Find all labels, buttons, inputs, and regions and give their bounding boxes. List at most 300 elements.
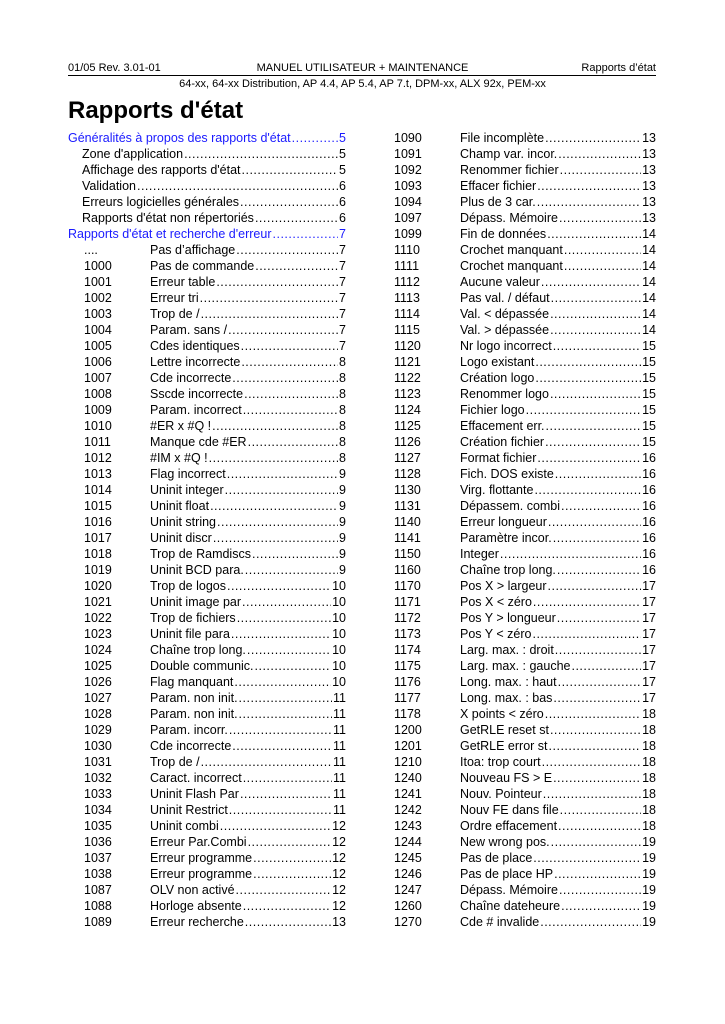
status-code: 1003 xyxy=(84,307,112,321)
status-code-entry[interactable] xyxy=(394,786,656,802)
leader-dots xyxy=(564,242,641,258)
status-label: Aucune valeur xyxy=(460,275,540,289)
status-label: Pos X < zéro xyxy=(460,595,532,609)
status-label: File incomplète xyxy=(460,131,545,145)
status-code-entry[interactable] xyxy=(68,882,346,898)
status-code: 1111 xyxy=(394,259,420,273)
status-page: 10 xyxy=(332,675,346,689)
toc-entry[interactable] xyxy=(68,162,346,178)
status-label: Nouv FE dans file xyxy=(460,803,559,817)
status-code-entry[interactable] xyxy=(394,514,656,530)
leader-dots xyxy=(243,402,338,418)
status-label: Uninit float xyxy=(150,499,210,513)
leader-dots xyxy=(558,674,642,690)
leader-dots xyxy=(545,434,641,450)
status-code-entry[interactable] xyxy=(394,498,656,514)
status-code: 1130 xyxy=(394,483,421,497)
status-code-entry[interactable] xyxy=(394,802,656,818)
status-code-entry[interactable] xyxy=(68,498,346,514)
status-code-entry[interactable] xyxy=(394,482,656,498)
status-label: Erreur programme xyxy=(150,851,253,865)
status-label: #IM x #Q ! xyxy=(150,451,208,465)
status-label: Manque cde #ER xyxy=(150,435,247,449)
status-page: 17 xyxy=(642,691,656,705)
status-code: 1110 xyxy=(394,243,420,257)
status-code-entry[interactable] xyxy=(394,322,656,338)
status-code-entry[interactable] xyxy=(68,914,346,930)
status-page: 16 xyxy=(642,547,656,561)
status-page: 13 xyxy=(642,147,656,161)
leader-dots xyxy=(201,754,332,770)
status-label: Effacer fichier xyxy=(460,179,537,193)
status-page: 11 xyxy=(333,787,346,801)
status-page: 11 xyxy=(333,691,346,705)
status-page: 7 xyxy=(339,275,346,289)
status-label: Format fichier xyxy=(460,451,537,465)
toc-entry[interactable] xyxy=(68,226,346,242)
leader-dots xyxy=(550,386,641,402)
header-section: Rapports d’état xyxy=(581,62,656,74)
status-label: #ER x #Q ! xyxy=(150,419,212,433)
status-label: Uninit combi xyxy=(150,819,219,833)
status-code-entry[interactable] xyxy=(394,402,656,418)
status-code: 1092 xyxy=(394,163,422,177)
status-code-entry[interactable] xyxy=(394,146,656,162)
status-page: 14 xyxy=(642,323,656,337)
status-page: 12 xyxy=(332,883,346,897)
status-code-entry[interactable] xyxy=(68,418,346,434)
status-code: 1026 xyxy=(84,675,112,689)
status-label: Dépass. Mémoire xyxy=(460,211,558,225)
status-code-entry[interactable] xyxy=(68,690,346,706)
leader-dots xyxy=(184,146,338,162)
status-code-entry[interactable] xyxy=(394,290,656,306)
status-page: 18 xyxy=(642,707,656,721)
status-code: 1128 xyxy=(394,467,421,481)
leader-dots xyxy=(550,722,641,738)
status-label: Uninit image par xyxy=(150,595,242,609)
status-label: Uninit file para xyxy=(150,627,230,641)
leader-dots xyxy=(500,546,641,562)
status-page: 16 xyxy=(642,563,656,577)
status-code: 1090 xyxy=(394,131,422,145)
status-page: 16 xyxy=(642,499,656,513)
status-code-entry[interactable] xyxy=(68,514,346,530)
status-code-entry[interactable] xyxy=(394,610,656,626)
status-code-entry[interactable] xyxy=(394,210,656,226)
toc-entry-page: 5 xyxy=(339,163,346,177)
status-code-entry[interactable] xyxy=(394,594,656,610)
status-page: 13 xyxy=(642,179,656,193)
status-code-entry[interactable] xyxy=(68,370,346,386)
leader-dots xyxy=(534,482,641,498)
status-code-entry[interactable] xyxy=(394,914,656,930)
status-page: 10 xyxy=(332,627,346,641)
status-code: .... xyxy=(84,243,98,257)
leader-dots xyxy=(561,898,641,914)
status-code: 1240 xyxy=(394,771,422,785)
status-label: Création fichier xyxy=(460,435,545,449)
status-code-entry[interactable] xyxy=(394,834,656,850)
status-code-entry[interactable] xyxy=(394,898,656,914)
status-code-entry[interactable] xyxy=(394,466,656,482)
status-label: Larg. max. : droit xyxy=(460,643,554,657)
status-code: 1008 xyxy=(84,387,112,401)
status-code-entry[interactable] xyxy=(394,850,656,866)
leader-dots xyxy=(553,770,641,786)
status-label: Trop de fichiers xyxy=(150,611,236,625)
status-code-entry[interactable] xyxy=(394,818,656,834)
status-code-entry[interactable] xyxy=(394,130,656,146)
status-label: Renommer logo xyxy=(460,387,549,401)
status-code: 1141 xyxy=(394,531,421,545)
status-code-entry[interactable] xyxy=(68,626,346,642)
status-label: Lettre incorrecte xyxy=(150,355,241,369)
status-code-entry[interactable] xyxy=(394,194,656,210)
status-code-entry[interactable] xyxy=(68,706,346,722)
status-code-entry[interactable] xyxy=(68,242,346,258)
leader-dots xyxy=(555,466,641,482)
status-code: 1036 xyxy=(84,835,112,849)
status-page: 19 xyxy=(642,915,656,929)
status-code-entry[interactable] xyxy=(394,530,656,546)
status-label: Erreur table xyxy=(150,275,216,289)
status-page: 9 xyxy=(339,563,346,577)
status-page: 19 xyxy=(642,867,656,881)
status-label: Long. max. : haut xyxy=(460,675,557,689)
status-page: 17 xyxy=(642,611,656,625)
status-code-entry[interactable] xyxy=(394,274,656,290)
status-code-entry[interactable] xyxy=(394,450,656,466)
status-code: 1030 xyxy=(84,739,112,753)
status-code-entry[interactable] xyxy=(394,642,656,658)
status-page: 11 xyxy=(333,771,346,785)
status-page: 9 xyxy=(339,515,346,529)
leader-dots xyxy=(548,578,642,594)
status-page: 7 xyxy=(339,307,346,321)
leader-dots xyxy=(241,354,338,370)
status-code-entry[interactable] xyxy=(394,722,656,738)
status-code: 1034 xyxy=(84,803,112,817)
status-code-entry[interactable] xyxy=(68,642,346,658)
header-revision: 01/05 Rev. 3.01-01 xyxy=(68,62,161,74)
status-page: 10 xyxy=(332,643,346,657)
status-code: 1247 xyxy=(394,883,422,897)
status-page: 12 xyxy=(332,819,346,833)
status-label: Plus de 3 car. xyxy=(460,195,536,209)
status-code-entry[interactable] xyxy=(394,738,656,754)
status-page: 14 xyxy=(642,243,656,257)
leader-dots xyxy=(554,866,641,882)
status-code-entry[interactable] xyxy=(68,578,346,594)
leader-dots xyxy=(533,850,641,866)
leader-dots xyxy=(533,594,641,610)
status-page: 18 xyxy=(642,819,656,833)
status-code-entry[interactable] xyxy=(394,754,656,770)
status-label: Pas de place xyxy=(460,851,533,865)
status-code-entry[interactable] xyxy=(68,402,346,418)
status-code-entry[interactable] xyxy=(394,178,656,194)
status-code-entry[interactable] xyxy=(68,338,346,354)
status-page: 14 xyxy=(642,291,656,305)
status-code-entry[interactable] xyxy=(68,658,346,674)
status-page: 13 xyxy=(642,195,656,209)
status-code: 1023 xyxy=(84,627,112,641)
status-page: 18 xyxy=(642,755,656,769)
status-page: 8 xyxy=(339,435,346,449)
leader-dots xyxy=(560,802,641,818)
status-label: Param. non init. xyxy=(150,707,238,721)
status-page: 14 xyxy=(642,227,656,241)
status-code-entry[interactable] xyxy=(394,418,656,434)
status-label: Pas d’affichage xyxy=(150,243,236,257)
status-code-entry[interactable] xyxy=(394,370,656,386)
status-code-entry[interactable] xyxy=(68,674,346,690)
status-page: 14 xyxy=(642,259,656,273)
status-page: 8 xyxy=(339,355,346,369)
status-code: 1244 xyxy=(394,835,422,849)
status-code: 1121 xyxy=(394,355,421,369)
status-code-entry[interactable] xyxy=(68,594,346,610)
toc-entry[interactable] xyxy=(68,210,346,226)
status-page: 7 xyxy=(339,339,346,353)
status-page: 12 xyxy=(332,851,346,865)
status-code-entry[interactable] xyxy=(68,322,346,338)
status-label: Trop de Ramdiscs xyxy=(150,547,251,561)
header-rule xyxy=(68,75,656,76)
toc-entry[interactable] xyxy=(68,146,346,162)
status-code-entry[interactable] xyxy=(68,354,346,370)
leader-dots xyxy=(243,898,331,914)
status-code-entry[interactable] xyxy=(394,866,656,882)
status-code-entry[interactable] xyxy=(68,834,346,850)
status-code-entry[interactable] xyxy=(68,290,346,306)
leader-dots xyxy=(551,834,641,850)
leader-dots xyxy=(292,130,338,146)
status-code-entry[interactable] xyxy=(394,658,656,674)
status-code-entry[interactable] xyxy=(394,226,656,242)
status-code: 1019 xyxy=(84,563,112,577)
status-code: 1177 xyxy=(394,691,421,705)
toc-column-left xyxy=(68,130,346,930)
status-code-entry[interactable] xyxy=(68,530,346,546)
status-code: 1270 xyxy=(394,915,422,929)
status-label: Paramètre incor. xyxy=(460,531,552,545)
status-code-entry[interactable] xyxy=(68,786,346,802)
status-code: 1037 xyxy=(84,851,112,865)
status-label: Integer xyxy=(460,547,499,561)
status-code: 1097 xyxy=(394,211,422,225)
status-code-entry[interactable] xyxy=(394,338,656,354)
status-page: 7 xyxy=(339,291,346,305)
toc-entry-page: 5 xyxy=(339,131,346,145)
status-label: Pas de place HP xyxy=(460,867,554,881)
leader-dots xyxy=(540,914,641,930)
status-code-entry[interactable] xyxy=(68,898,346,914)
status-page: 10 xyxy=(332,579,346,593)
leader-dots xyxy=(558,818,641,834)
status-label: Erreur tri xyxy=(150,291,199,305)
status-code-entry[interactable] xyxy=(68,610,346,626)
status-code-entry[interactable] xyxy=(394,258,656,274)
status-code-entry[interactable] xyxy=(68,850,346,866)
status-code: 1091 xyxy=(394,147,422,161)
toc-entry[interactable] xyxy=(68,178,346,194)
status-code-entry[interactable] xyxy=(68,866,346,882)
status-code: 1088 xyxy=(84,899,112,913)
status-page: 11 xyxy=(333,707,346,721)
status-code-entry[interactable] xyxy=(394,354,656,370)
status-code: 1009 xyxy=(84,403,112,417)
status-page: 16 xyxy=(642,531,656,545)
status-code-entry[interactable] xyxy=(394,674,656,690)
toc-entry[interactable] xyxy=(68,194,346,210)
leader-dots xyxy=(242,162,339,178)
status-code-entry[interactable] xyxy=(394,770,656,786)
status-code-entry[interactable] xyxy=(394,626,656,642)
status-code: 1173 xyxy=(394,627,421,641)
status-code-entry[interactable] xyxy=(68,450,346,466)
leader-dots xyxy=(229,722,332,738)
status-code-entry[interactable] xyxy=(68,434,346,450)
status-page: 13 xyxy=(642,163,656,177)
status-code-entry[interactable] xyxy=(394,882,656,898)
leader-dots xyxy=(227,578,331,594)
leader-dots xyxy=(553,690,641,706)
leader-dots xyxy=(227,466,338,482)
leader-dots xyxy=(234,674,331,690)
status-code-entry[interactable] xyxy=(68,722,346,738)
leader-dots xyxy=(240,194,338,210)
leader-dots xyxy=(225,482,338,498)
status-code: 1140 xyxy=(394,515,421,529)
status-code: 1018 xyxy=(84,547,112,561)
status-label: OLV non activé xyxy=(150,883,235,897)
status-label: Long. max. : bas xyxy=(460,691,553,705)
leader-dots xyxy=(232,738,332,754)
status-page: 12 xyxy=(332,835,346,849)
status-label: Virg. flottante xyxy=(460,483,534,497)
leader-dots xyxy=(537,450,641,466)
status-code-entry[interactable] xyxy=(394,578,656,594)
status-page: 11 xyxy=(333,803,346,817)
status-page: 15 xyxy=(642,403,656,417)
status-code: 1115 xyxy=(394,323,420,337)
status-code-entry[interactable] xyxy=(68,802,346,818)
status-page: 17 xyxy=(642,643,656,657)
status-label: Uninit BCD para. xyxy=(150,563,244,577)
leader-dots xyxy=(244,386,338,402)
status-label: Trop de / xyxy=(150,755,200,769)
leader-dots xyxy=(557,610,641,626)
status-page: 17 xyxy=(642,579,656,593)
status-code: 1171 xyxy=(394,595,421,609)
status-page: 17 xyxy=(642,595,656,609)
status-code-entry[interactable] xyxy=(68,274,346,290)
status-page: 10 xyxy=(332,659,346,673)
status-page: 18 xyxy=(642,803,656,817)
leader-dots xyxy=(255,210,338,226)
status-page: 17 xyxy=(642,675,656,689)
leader-dots xyxy=(137,178,338,194)
status-code: 1002 xyxy=(84,291,112,305)
status-code: 1010 xyxy=(84,419,112,433)
status-code-entry[interactable] xyxy=(68,546,346,562)
status-code-entry[interactable] xyxy=(68,306,346,322)
status-page: 13 xyxy=(332,915,346,929)
status-page: 16 xyxy=(642,515,656,529)
status-page: 8 xyxy=(339,387,346,401)
status-code-entry[interactable] xyxy=(394,706,656,722)
leader-dots xyxy=(245,914,331,930)
status-label: Champ var. incor. xyxy=(460,147,558,161)
status-label: Uninit string xyxy=(150,515,216,529)
status-code-entry[interactable] xyxy=(394,386,656,402)
status-code-entry[interactable] xyxy=(68,482,346,498)
leader-dots xyxy=(212,418,338,434)
status-code-entry[interactable] xyxy=(68,386,346,402)
status-label: Pos Y < zéro xyxy=(460,627,532,641)
status-code-entry[interactable] xyxy=(68,818,346,834)
status-code-entry[interactable] xyxy=(68,258,346,274)
status-code-entry[interactable] xyxy=(394,306,656,322)
toc-entry[interactable] xyxy=(68,130,346,146)
leader-dots xyxy=(255,658,332,674)
leader-dots xyxy=(216,274,338,290)
status-code: 1150 xyxy=(394,547,421,561)
status-label: Ordre effacement xyxy=(460,819,558,833)
status-label: Larg. max. : gauche xyxy=(460,659,571,673)
status-label: Uninit integer xyxy=(150,483,224,497)
status-page: 15 xyxy=(642,355,656,369)
leader-dots xyxy=(542,754,641,770)
status-code-entry[interactable] xyxy=(394,562,656,578)
status-code-entry[interactable] xyxy=(68,770,346,786)
leader-dots xyxy=(253,866,331,882)
status-page: 19 xyxy=(642,851,656,865)
status-code: 1127 xyxy=(394,451,421,465)
leader-dots xyxy=(243,770,332,786)
status-code-entry[interactable] xyxy=(68,738,346,754)
status-page: 9 xyxy=(339,547,346,561)
status-page: 12 xyxy=(332,899,346,913)
status-page: 11 xyxy=(333,723,346,737)
status-code: 1007 xyxy=(84,371,112,385)
status-code-entry[interactable] xyxy=(394,434,656,450)
toc-entry-label: Erreurs logicielles générales xyxy=(82,195,240,209)
leader-dots xyxy=(560,162,641,178)
status-code-entry[interactable] xyxy=(394,690,656,706)
status-code-entry[interactable] xyxy=(394,242,656,258)
status-code-entry[interactable] xyxy=(68,562,346,578)
status-code-entry[interactable] xyxy=(68,754,346,770)
status-label: Logo existant xyxy=(460,355,535,369)
status-code-entry[interactable] xyxy=(394,546,656,562)
status-code: 1014 xyxy=(84,483,112,497)
status-code: 1243 xyxy=(394,819,422,833)
status-code: 1017 xyxy=(84,531,112,545)
leader-dots xyxy=(561,498,641,514)
status-label: Cdes identiques xyxy=(150,339,240,353)
leader-dots xyxy=(546,418,642,434)
status-label: Cde incorrecte xyxy=(150,371,232,385)
status-code: 1160 xyxy=(394,563,421,577)
leader-dots xyxy=(220,818,331,834)
status-page: 12 xyxy=(332,867,346,881)
status-code-entry[interactable] xyxy=(394,162,656,178)
status-code-entry[interactable] xyxy=(68,466,346,482)
status-page: 18 xyxy=(642,739,656,753)
